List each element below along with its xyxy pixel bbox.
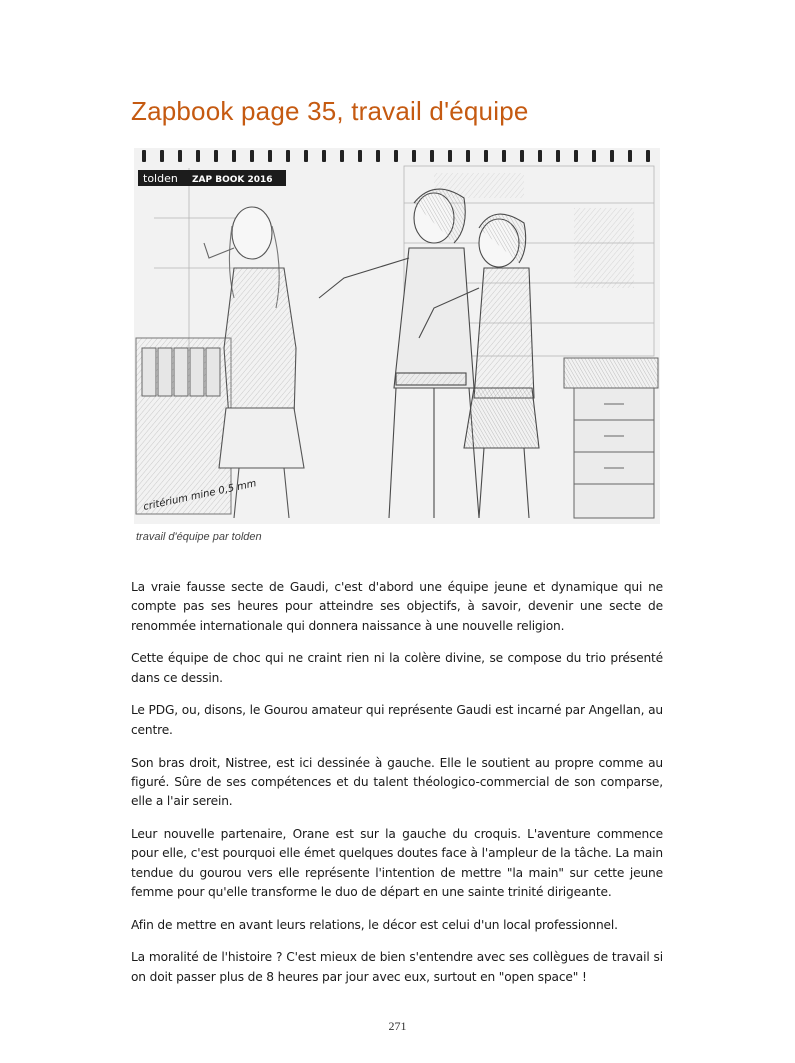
sketch-header-left: tolden: [143, 172, 178, 185]
sketch-header-right: ZAP BOOK 2016: [192, 175, 273, 185]
page-title: Zapbook page 35, travail d'équipe: [131, 96, 529, 126]
figure-caption: travail d'équipe par tolden: [136, 531, 262, 543]
article-body: [131, 578, 663, 1001]
paragraph: Afin de mettre en avant leurs relations, le décor est celui d'un local professionnel.: [131, 917, 618, 932]
paragraph: Son bras droit, Nistree, est ici dessinée à gauche. Elle le soutient au propre comme au figuré. Sûre de ses compétences et du talent théologico-commercial de son comparse, elle a l'air serein.: [131, 755, 663, 809]
sketch-figure: [134, 148, 660, 524]
paragraph: La moralité de l'histoire ? C'est mieux de bien s'entendre avec ses collègues de travail si on doit passer plus de 8 heures par jour avec eux, surtout en "open space" !: [131, 950, 663, 984]
paragraph: La vraie fausse secte de Gaudi, c'est d'abord une équipe jeune et dynamique qui ne compte pas ses heures pour atteindre ses objectifs, à savoir, devenir une secte de renommée internationale qui donnera naissance à une nouvelle religion.: [131, 580, 663, 633]
sketch-note: critérium mine 0,5 mm: [142, 478, 258, 513]
paragraph: Leur nouvelle partenaire, Orane est sur la gauche du croquis. L'aventure commence pour elle, c'est pourquoi elle émet quelques doutes face à l'ampleur de la tâche. La main tendue du gourou vers elle représente l'intention de mettre "la main" sur cette jeune femme pour qu'elle transforme le duo de départ en une sainte trinité dirigeante.: [131, 826, 663, 899]
pencil-sketch-image: [134, 148, 660, 524]
paragraph: Cette équipe de choc qui ne craint rien ni la colère divine, se compose du trio présenté dans ce dessin.: [131, 651, 663, 685]
right-desk: [564, 358, 658, 518]
paragraph: Le PDG, ou, disons, le Gourou amateur qui représente Gaudi est incarné par Angellan, au centre.: [131, 703, 663, 737]
page-number: 271: [388, 1019, 407, 1033]
